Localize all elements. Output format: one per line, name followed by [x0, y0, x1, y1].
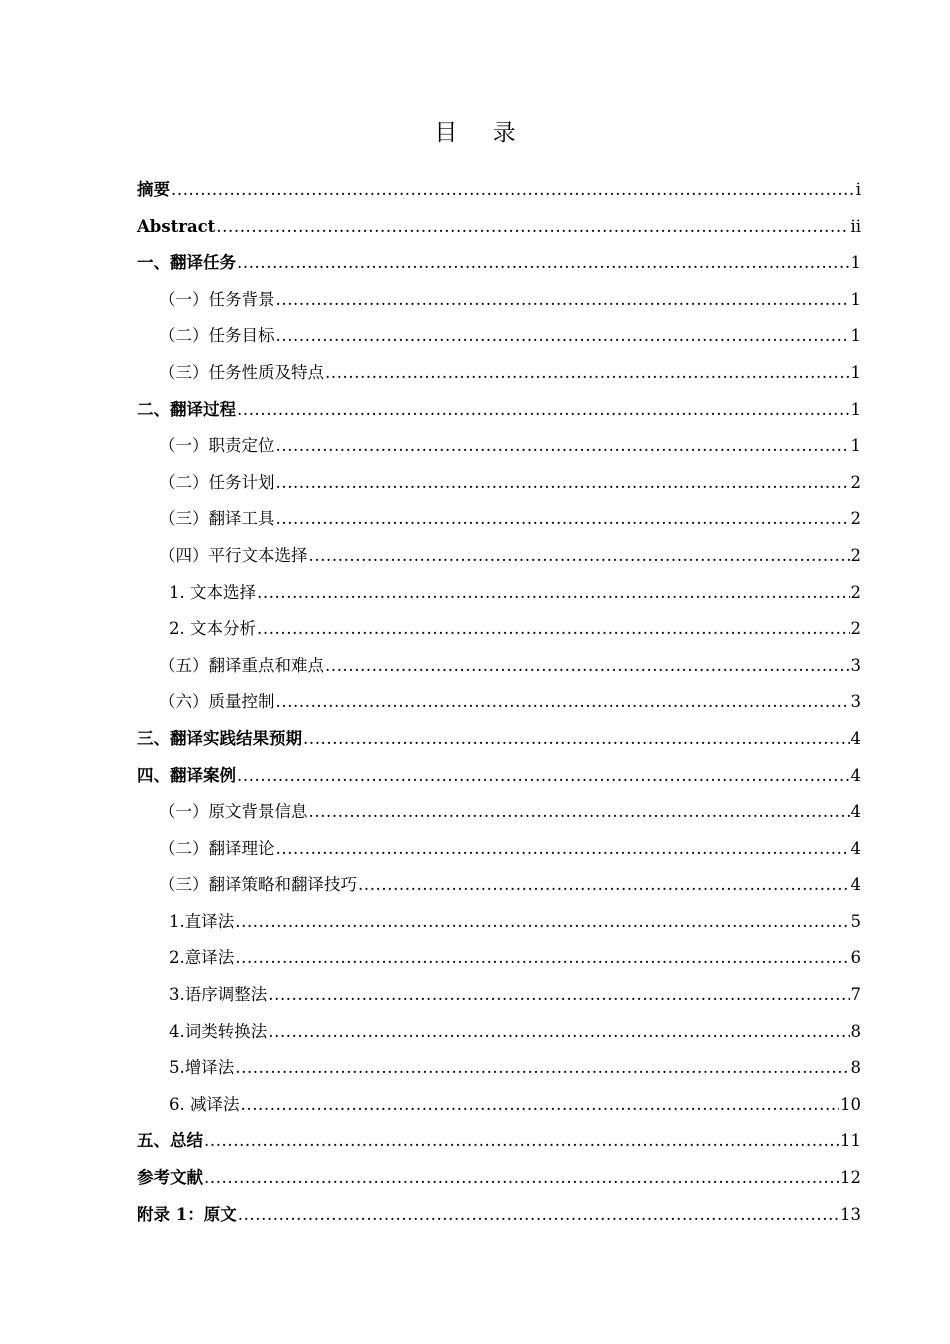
toc-entry[interactable]: [137, 758, 861, 795]
toc-entry-label: 6. 减译法: [169, 1094, 240, 1114]
toc-entry-label: 三、翻译实践结果预期: [137, 728, 302, 748]
toc-dot-leader: [325, 648, 850, 685]
toc-entry-label: 二、翻译过程: [137, 399, 236, 419]
toc-entry-label: 附录 1：原文: [137, 1204, 237, 1224]
toc-entry-label: 2. 文本分析: [169, 619, 256, 639]
toc-entry[interactable]: [137, 1197, 861, 1234]
page-title: 目 录: [434, 120, 530, 146]
toc-entry[interactable]: [137, 721, 861, 758]
toc-entry-page-number: 12: [840, 1168, 861, 1188]
toc-dot-leader: [276, 465, 850, 502]
toc-entry[interactable]: [137, 684, 861, 721]
toc-entry-page-number: 6: [850, 948, 861, 968]
toc-entry-page-number: 3: [850, 692, 861, 712]
toc-entry-label: （四）平行文本选择: [159, 545, 308, 565]
toc-entry-label: 5.增译法: [169, 1058, 235, 1078]
toc-entry-page-number: 8: [850, 1021, 861, 1041]
toc-entry-page-number: 4: [850, 765, 861, 785]
toc-entry[interactable]: [137, 1123, 861, 1160]
toc-entry-page-number: ii: [850, 216, 861, 236]
toc-entry[interactable]: [137, 575, 861, 612]
toc-dot-leader: [303, 721, 850, 758]
toc-entry-label: 4.词类转换法: [169, 1021, 268, 1041]
toc-entry-page-number: 4: [850, 838, 861, 858]
toc-entry-label: （一）任务背景: [159, 289, 275, 309]
toc-entry-label: Abstract: [137, 216, 216, 236]
toc-entry-label: （二）任务目标: [159, 326, 275, 346]
toc-dot-leader: [171, 172, 855, 209]
toc-entry-page-number: 2: [850, 545, 861, 565]
toc-dot-leader: [276, 831, 850, 868]
toc-entry-page-number: 5: [850, 911, 861, 931]
toc-entry[interactable]: [137, 611, 861, 648]
toc-dot-leader: [276, 501, 850, 538]
toc-entry-label: 一、翻译任务: [137, 253, 236, 273]
toc-entry[interactable]: [137, 318, 861, 355]
toc-entry[interactable]: [137, 538, 861, 575]
toc-entry-label: （五）翻译重点和难点: [159, 655, 324, 675]
toc-entry-label: （二）翻译理论: [159, 838, 275, 858]
toc-dot-leader: [309, 794, 850, 831]
toc-dot-leader: [276, 282, 850, 319]
toc-dot-leader: [235, 1050, 849, 1087]
toc-entry[interactable]: [137, 1087, 861, 1124]
toc-entry-label: （一）职责定位: [159, 436, 275, 456]
toc-entry[interactable]: [137, 904, 861, 941]
toc-entry[interactable]: [137, 428, 861, 465]
toc-dot-leader: [238, 1197, 839, 1234]
toc-entry-label: （三）任务性质及特点: [159, 362, 324, 382]
table-of-contents: [137, 172, 861, 1233]
toc-dot-leader: [325, 355, 850, 392]
toc-entry-page-number: 3: [850, 655, 861, 675]
toc-entry-label: 2.意译法: [169, 948, 235, 968]
toc-entry-label: （三）翻译策略和翻译技巧: [159, 875, 357, 895]
toc-entry-page-number: 2: [850, 582, 861, 602]
toc-entry-page-number: 1: [850, 253, 861, 273]
toc-entry-page-number: 2: [850, 509, 861, 529]
toc-dot-leader: [237, 245, 850, 282]
toc-dot-leader: [257, 575, 850, 612]
toc-entry[interactable]: [137, 209, 861, 246]
toc-entry-label: （三）翻译工具: [159, 509, 275, 529]
toc-entry-label: （二）任务计划: [159, 472, 275, 492]
toc-entry-label: 摘要: [137, 180, 170, 199]
toc-entry[interactable]: [137, 867, 861, 904]
toc-entry-page-number: 1: [850, 436, 861, 456]
toc-entry[interactable]: [137, 1160, 861, 1197]
toc-dot-leader: [235, 940, 849, 977]
toc-entry-page-number: 11: [840, 1131, 861, 1151]
toc-entry[interactable]: [137, 355, 861, 392]
toc-entry-page-number: 2: [850, 619, 861, 639]
toc-dot-leader: [204, 1123, 839, 1160]
toc-entry-page-number: 1: [850, 289, 861, 309]
toc-entry-label: 四、翻译案例: [137, 765, 236, 785]
toc-entry-label: 1. 文本选择: [169, 582, 256, 602]
toc-dot-leader: [268, 977, 849, 1014]
toc-entry[interactable]: [137, 465, 861, 502]
toc-entry-page-number: 13: [840, 1204, 861, 1224]
toc-dot-leader: [276, 428, 850, 465]
toc-dot-leader: [309, 538, 850, 575]
toc-entry[interactable]: [137, 831, 861, 868]
toc-entry-page-number: 4: [850, 728, 861, 748]
toc-entry[interactable]: [137, 1050, 861, 1087]
toc-entry[interactable]: [137, 392, 861, 429]
toc-dot-leader: [216, 209, 849, 246]
toc-dot-leader: [237, 392, 850, 429]
toc-entry-page-number: 2: [850, 472, 861, 492]
toc-entry-page-number: 8: [850, 1058, 861, 1078]
toc-entry[interactable]: [137, 245, 861, 282]
toc-dot-leader: [276, 684, 850, 721]
toc-entry-page-number: 1: [850, 326, 861, 346]
toc-entry-page-number: 1: [850, 399, 861, 419]
toc-entry-page-number: 4: [850, 802, 861, 822]
toc-dot-leader: [241, 1087, 840, 1124]
toc-entry[interactable]: [137, 977, 861, 1014]
toc-entry-label: 五、总结: [137, 1131, 203, 1151]
toc-dot-leader: [268, 1014, 849, 1051]
toc-entry-page-number: 4: [850, 875, 861, 895]
toc-entry-page-number: 7: [850, 985, 861, 1005]
toc-entry[interactable]: [137, 794, 861, 831]
toc-entry-page-number: 1: [850, 362, 861, 382]
toc-dot-leader: [204, 1160, 839, 1197]
toc-entry-label: 1.直译法: [169, 911, 235, 931]
toc-entry-label: 参考文献: [137, 1168, 203, 1188]
toc-entry[interactable]: [137, 501, 861, 538]
toc-entry-label: （六）质量控制: [159, 692, 275, 712]
toc-dot-leader: [276, 318, 850, 355]
toc-entry[interactable]: [137, 1014, 861, 1051]
toc-dot-leader: [358, 867, 850, 904]
toc-entry[interactable]: [137, 648, 861, 685]
toc-entry[interactable]: [137, 282, 861, 319]
toc-entry-label: 3.语序调整法: [169, 985, 268, 1005]
toc-entry-label: （一）原文背景信息: [159, 802, 308, 822]
toc-dot-leader: [257, 611, 850, 648]
toc-entry[interactable]: [137, 940, 861, 977]
toc-dot-leader: [235, 904, 849, 941]
toc-entry-page-number: 10: [840, 1094, 861, 1114]
toc-entry[interactable]: [137, 172, 861, 209]
toc-entry-page-number: i: [855, 180, 861, 199]
toc-dot-leader: [237, 758, 850, 795]
